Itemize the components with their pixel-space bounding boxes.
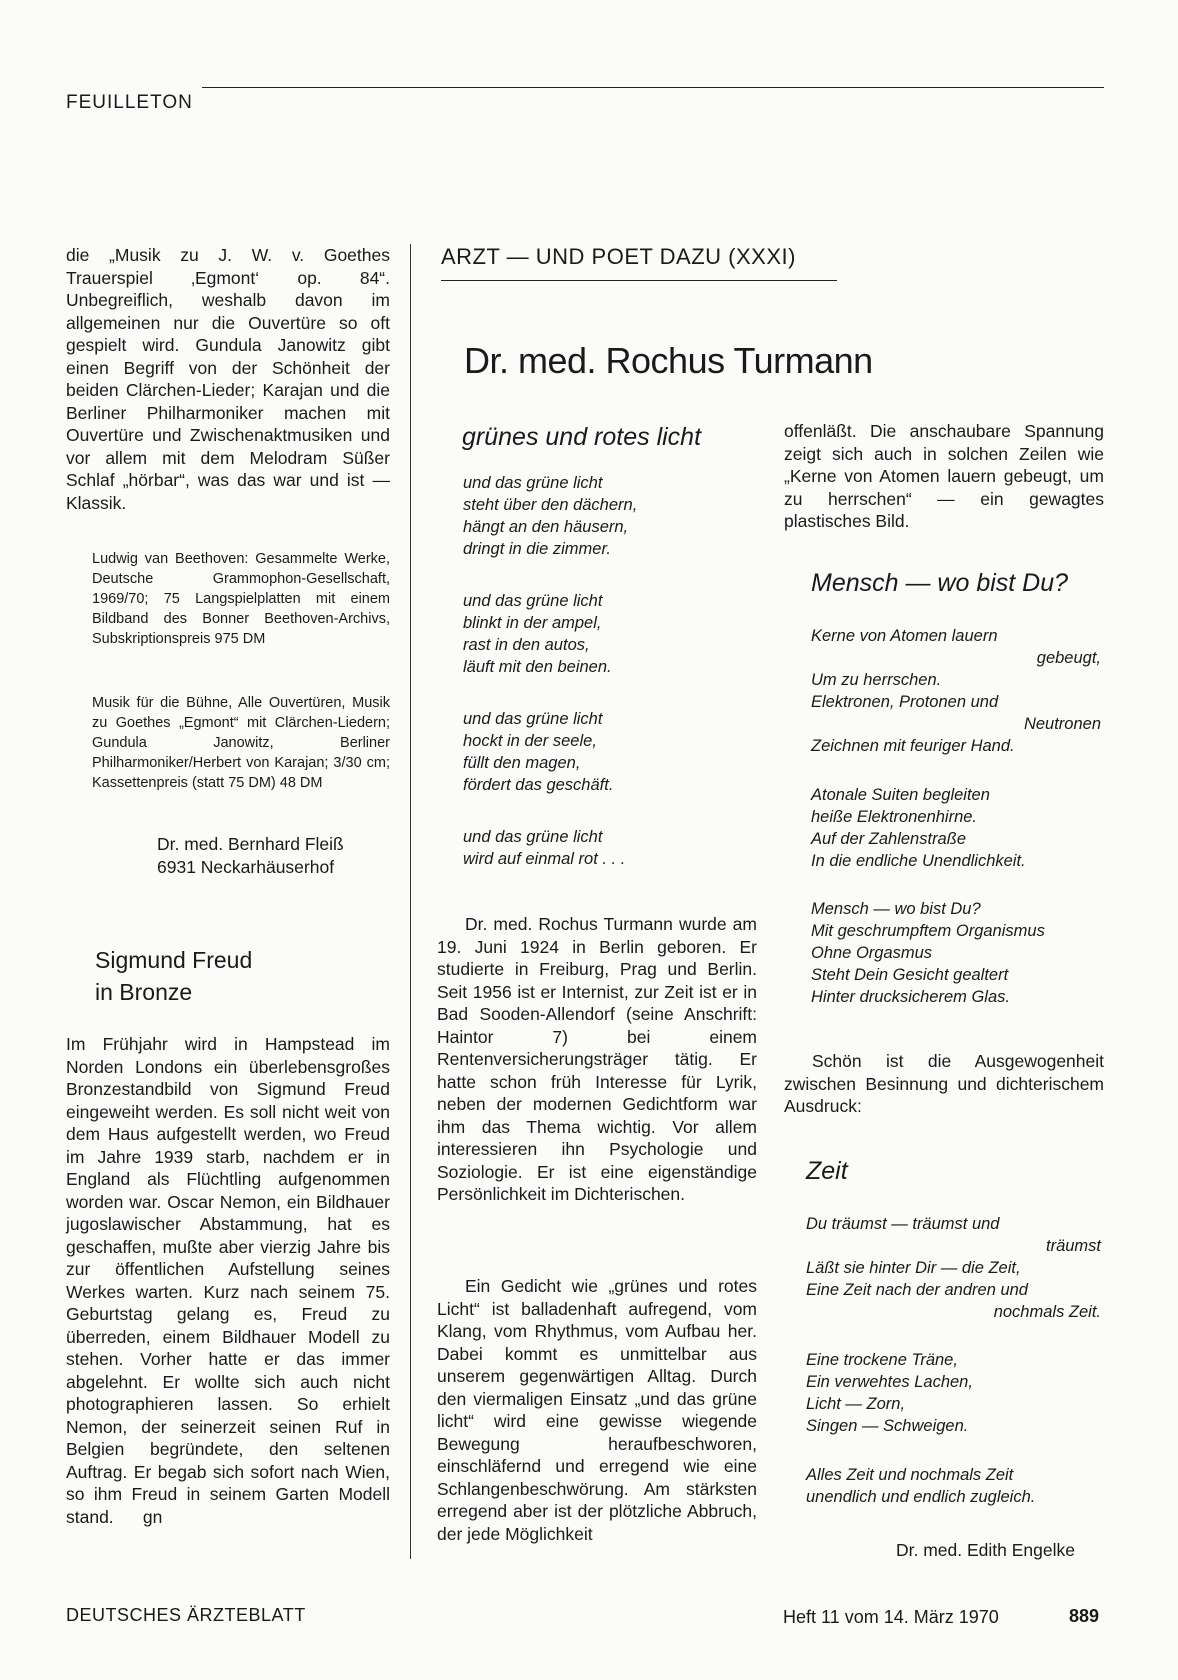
poem-line: und das grüne licht xyxy=(463,474,603,492)
poem-line: Läßt sie hinter Dir — die Zeit, xyxy=(806,1259,1021,1277)
poem-line: steht über den dächern, xyxy=(463,496,638,514)
poem-line: Atonale Suiten begleiten xyxy=(811,786,990,804)
freud-headline-line-2: in Bronze xyxy=(95,979,193,1005)
record-note-1-text: Ludwig van Beethoven: Gesammelte Werke, Deutsche Grammophon-Gesellschaft, 1969/70; 75 Langspielplatten mit einem Bildband des Bonner Beethoven-Archivs, Subskriptionspreis 975 DM xyxy=(92,551,390,647)
poem-line: Singen — Schweigen. xyxy=(806,1417,969,1435)
left-column xyxy=(66,244,390,514)
poem-line: hängt an den häusern, xyxy=(463,518,629,536)
poet-bio xyxy=(437,913,757,1206)
freud-signature: gn xyxy=(142,1506,163,1527)
poem-line: Eine Zeit nach der andren und xyxy=(806,1281,1028,1299)
poem-2-title: Mensch — wo bist Du? xyxy=(811,569,1069,597)
poem-3-stanza-1 xyxy=(806,1213,1101,1323)
poem-line: Elektronen, Protonen und xyxy=(811,693,999,711)
journal-name: DEUTSCHES ÄRZTEBLATT xyxy=(66,1605,306,1625)
continuation-text: offenläßt. Die anschaubare Spannung zeigt sich auch in solchen Zeilen wie „Kerne von Atomen lauern gebeugt, um zu herrschen“ — ein gewagtes plastisches Bild. xyxy=(784,421,1104,531)
poem-line: Hinter drucksicherem Glas. xyxy=(811,988,1010,1006)
record-note-2 xyxy=(92,693,390,793)
poem-line: und das grüne licht xyxy=(463,592,603,610)
poem-line: Licht — Zorn, xyxy=(806,1395,906,1413)
poem-line: Du träumst — träumst und xyxy=(806,1215,1000,1233)
poem-line: Zeichnen mit feuriger Hand. xyxy=(811,737,1015,755)
freud-article xyxy=(66,1033,390,1528)
author-engelke: Dr. med. Edith Engelke xyxy=(896,1540,1075,1560)
freud-headline xyxy=(95,944,252,1008)
poem-line: Mit geschrumpftem Organismus xyxy=(811,922,1045,940)
poem-line: fördert das geschäft. xyxy=(463,776,614,794)
poem-3-stanza-2 xyxy=(806,1349,973,1437)
poem-analysis-text: Ein Gedicht wie „grünes und rotes Licht“ ist balladenhaft aufregend, vom Klang, vom Rhythmus, vom Aufbau her. Dabei kommt es unmittelbar aus unserem gegenwärtigen Alltag. Durch den viermaligen Einsatz „und das grüne licht“ wird eine gewisse wiegende Bewegung heraufbeschworen, einschläfernd und erregend wie eine Schlangenbeschwörung. Am stärksten erregend aber ist der plötzliche Abbruch, der jede Möglichkeit xyxy=(437,1276,757,1544)
poem-line: wird auf einmal rot . . . xyxy=(463,850,626,868)
poem-line: dringt in die zimmer. xyxy=(463,540,611,558)
poem-line: nochmals Zeit. xyxy=(993,1303,1101,1321)
intro-paragraph: die „Musik zu J. W. v. Goethes Trauerspiel ‚Egmont‘ op. 84“. Unbegreiflich, weshalb davon im allgemeinen nur die Ouvertüre so oft gespielt wird. Gundula Janowitz gibt einen Begriff von der Schönheit der beiden Clärchen-Lieder; Karajan und die Berliner Philharmoniker machen mit Ouvertüre und Zwischenaktmusiken und vor allem mit dem Melodram Süßer Schlaf „hörbar“, was das war und ist — Klassik. xyxy=(66,245,390,513)
poem-2-stanza-3 xyxy=(811,898,1045,1008)
freud-headline-line-1: Sigmund Freud xyxy=(95,947,253,973)
poem-line: gebeugt, xyxy=(1036,649,1101,667)
poem-analysis xyxy=(437,1275,757,1545)
poem-line: Um zu herrschen. xyxy=(811,671,942,689)
right-continuation xyxy=(784,420,1104,533)
poem-line: rast in den autos, xyxy=(463,636,590,654)
series-title: ARZT — UND POET DAZU (XXXI) xyxy=(441,244,796,269)
poem-line: hockt in der seele, xyxy=(463,732,597,750)
poet-bio-text: Dr. med. Rochus Turmann wurde am 19. Juni 1924 in Berlin geboren. Er studierte in Freiburg, Prag und Berlin. Seit 1956 ist er Internist, zur Zeit ist er in Bad Sooden-Allendorf (seine Anschrift: Haintor 7) bei einem Rentenversicherungsträger tätig. Er hatte schon früh Interesse für Lyrik, neben der modernen Gedichtform war ihm das Thema wichtig. Vor allem interessieren ihn Psychologie und Soziologie. Er ist eine eigenständige Persönlichkeit im Dichterischen. xyxy=(437,914,757,1204)
poem-line: Neutronen xyxy=(1023,715,1101,733)
poem-2-stanza-1 xyxy=(811,625,1101,757)
poet-name-headline: Dr. med. Rochus Turmann xyxy=(464,340,873,381)
poem-line: blinkt in der ampel, xyxy=(463,614,602,632)
author-block-fleiss xyxy=(157,833,397,879)
poem-1-stanza-3 xyxy=(463,708,613,796)
poem-line: Auf der Zahlenstraße xyxy=(811,830,966,848)
poem-line: läuft mit den beinen. xyxy=(463,658,612,676)
section-label: FEUILLETON xyxy=(66,92,193,113)
poem-3-title: Zeit xyxy=(806,1157,848,1185)
praise-paragraph xyxy=(784,1050,1104,1118)
freud-article-text: Im Frühjahr wird in Hampstead im Norden Londons ein überlebensgroßes Bronzestandbild von Sigmund Freud eingeweiht werden. Es soll nicht weit von dem Haus aufgestellt werden, wo Freud im Jahre 1939 starb, nachdem er in England als Flüchtling aufgenommen worden war. Oscar Nemon, ein Bildhauer jugoslawischer Abstammung, hat es geschaffen, mußte aber vierzig Jahre bis zur öffentlichen Aufstellung seines Werkes warten. Kurz nach seinem 75. Geburtstag gelang es, Freud zu überreden, einem Bildhauer Modell zu stehen. Vorher hatte er das immer abgelehnt. Er wollte sich auch nicht photographieren lassen. So erhielt Nemon, der seinerzeit seinen Ruf in Belgien begründete, den seltenen Auftrag. Er begab sich sofort nach Wien, so ihm Freud in seinem Garten Modell stand. gn xyxy=(66,1034,390,1527)
poem-line: träumst xyxy=(1045,1237,1101,1255)
poem-2-stanza-2 xyxy=(811,784,1026,872)
poem-1-stanza-4 xyxy=(463,826,625,870)
poem-line: Kerne von Atomen lauern xyxy=(811,627,998,645)
poem-line: unendlich und endlich zugleich. xyxy=(806,1488,1036,1506)
poem-line: In die endliche Unendlichkeit. xyxy=(811,852,1026,870)
poem-line: füllt den magen, xyxy=(463,754,581,772)
issue-info: Heft 11 vom 14. März 1970 xyxy=(783,1607,999,1627)
record-note-1 xyxy=(92,549,390,649)
poem-1-stanza-2 xyxy=(463,590,612,678)
poem-line: Ohne Orgasmus xyxy=(811,944,933,962)
praise-text: Schön ist die Ausgewogenheit zwischen Besinnung und dichterischem Ausdruck: xyxy=(784,1051,1104,1116)
poem-line: und das grüne licht xyxy=(463,710,603,728)
poem-line: Mensch — wo bist Du? xyxy=(811,900,981,918)
header-rule xyxy=(202,87,1104,88)
poem-line: heiße Elektronenhirne. xyxy=(811,808,978,826)
column-divider xyxy=(410,244,411,1559)
record-note-2-text: Musik für die Bühne, Alle Ouvertüren, Musik zu Goethes „Egmont“ mit Clärchen-Liedern; Gundula Janowitz, Berliner Philharmoniker/Herbert von Karajan; 3/30 cm; Kassettenpreis (statt 75 DM) 48 DM xyxy=(92,695,390,791)
poem-3-stanza-3 xyxy=(806,1464,1035,1508)
author-name: Dr. med. Bernhard Fleiß xyxy=(157,834,344,854)
poem-line: Alles Zeit und nochmals Zeit xyxy=(806,1466,1014,1484)
poem-line: Eine trockene Träne, xyxy=(806,1351,958,1369)
poem-line: Ein verwehtes Lachen, xyxy=(806,1373,973,1391)
poem-1-stanza-1 xyxy=(463,472,637,560)
author-place: 6931 Neckarhäuserhof xyxy=(157,857,335,877)
series-title-rule xyxy=(441,280,837,281)
poem-1-title: grünes und rotes licht xyxy=(462,423,702,451)
page-number: 889 xyxy=(1069,1606,1100,1626)
poem-line: und das grüne licht xyxy=(463,828,603,846)
poem-line: Steht Dein Gesicht gealtert xyxy=(811,966,1009,984)
